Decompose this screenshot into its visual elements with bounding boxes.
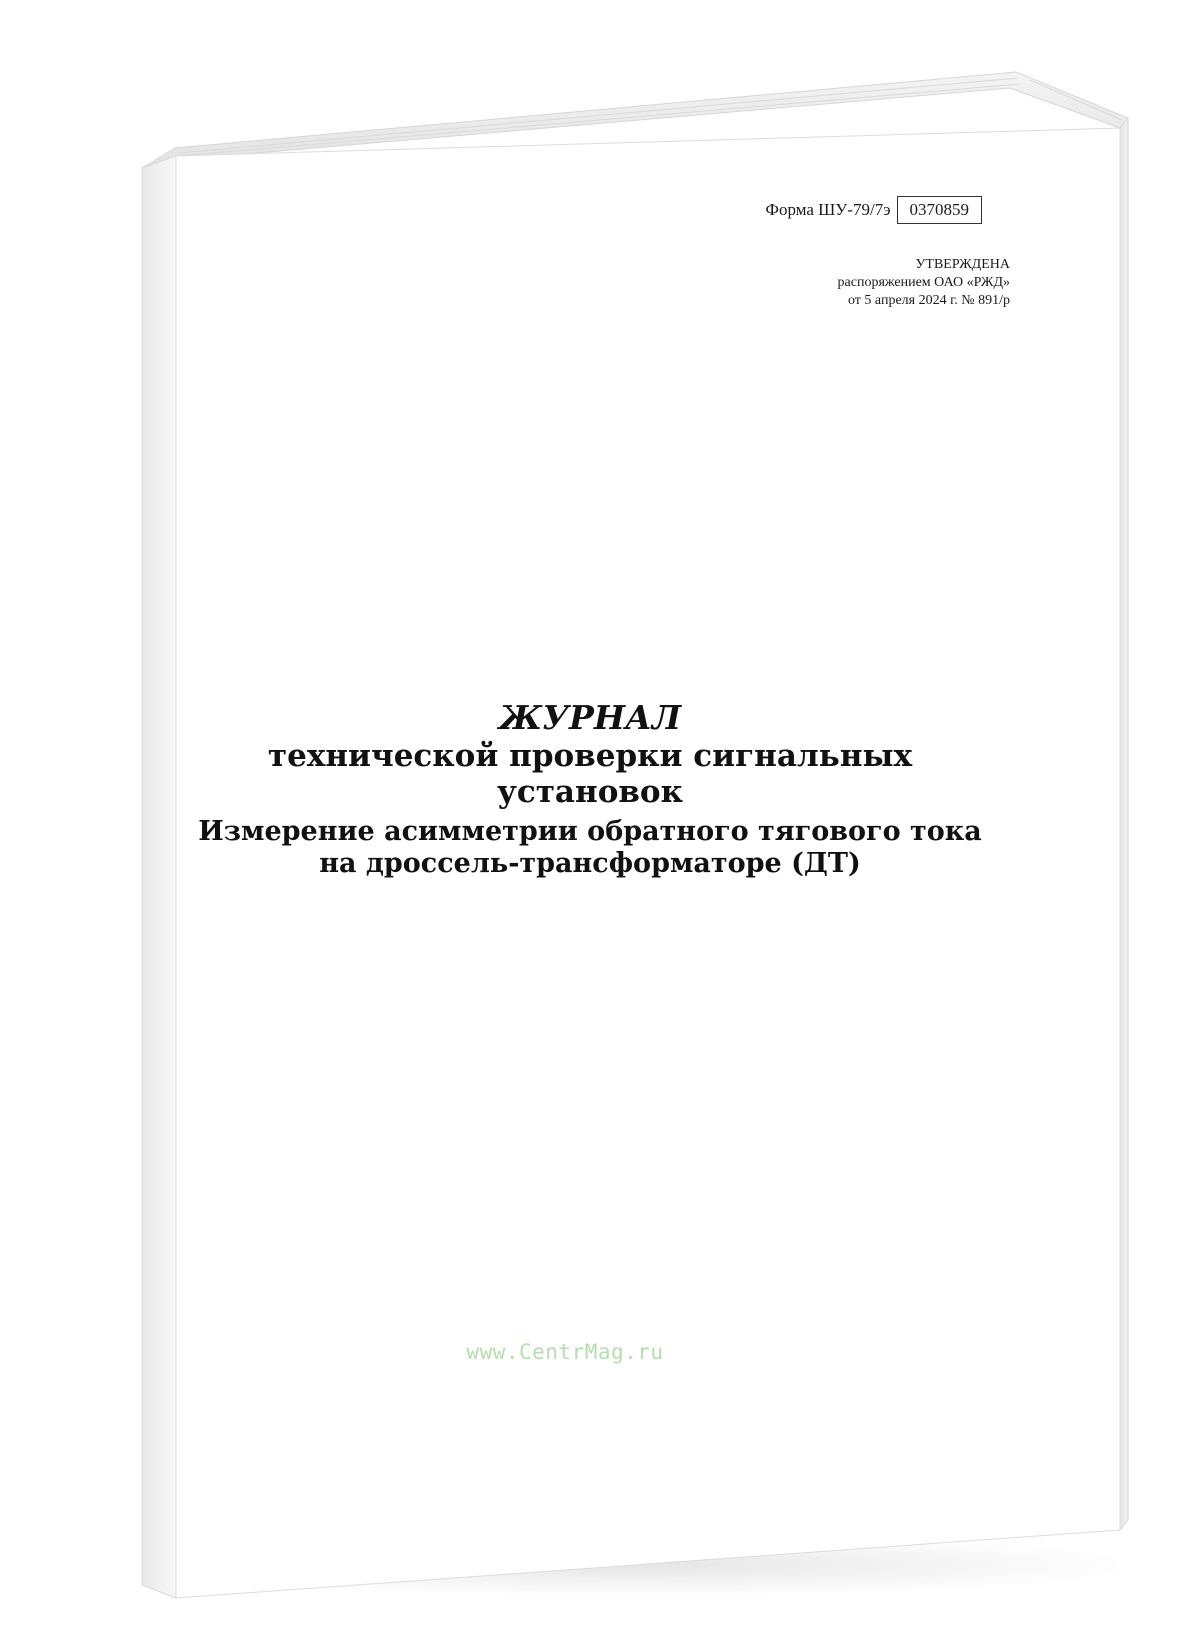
approval-line-3: от 5 апреля 2024 г. № 891/р — [847, 293, 1010, 308]
book-right-edge — [1120, 118, 1128, 1530]
watermark: www.CentrMag.ru — [466, 1340, 664, 1364]
subtitle-line-2: на дроссель-трансформаторе (ДТ) — [319, 848, 861, 879]
approval-block — [838, 256, 1010, 310]
cover — [170, 150, 1120, 1550]
form-header — [766, 196, 982, 224]
title-main: ЖУРНАЛ — [498, 698, 682, 737]
approval-line-2: распоряжением ОАО «РЖД» — [837, 275, 1010, 290]
form-label: Форма ШУ-79/7э — [765, 200, 891, 219]
title-line-3: установок — [497, 774, 683, 810]
form-number-box: 0370859 — [897, 196, 983, 224]
cover-title — [170, 698, 1010, 880]
title-line-2: технической проверки сигнальных — [267, 738, 913, 774]
approval-line-1: УТВЕРЖДЕНА — [915, 257, 1010, 272]
subtitle-line-1: Измерение асимметрии обратного тягового тока — [198, 816, 982, 847]
